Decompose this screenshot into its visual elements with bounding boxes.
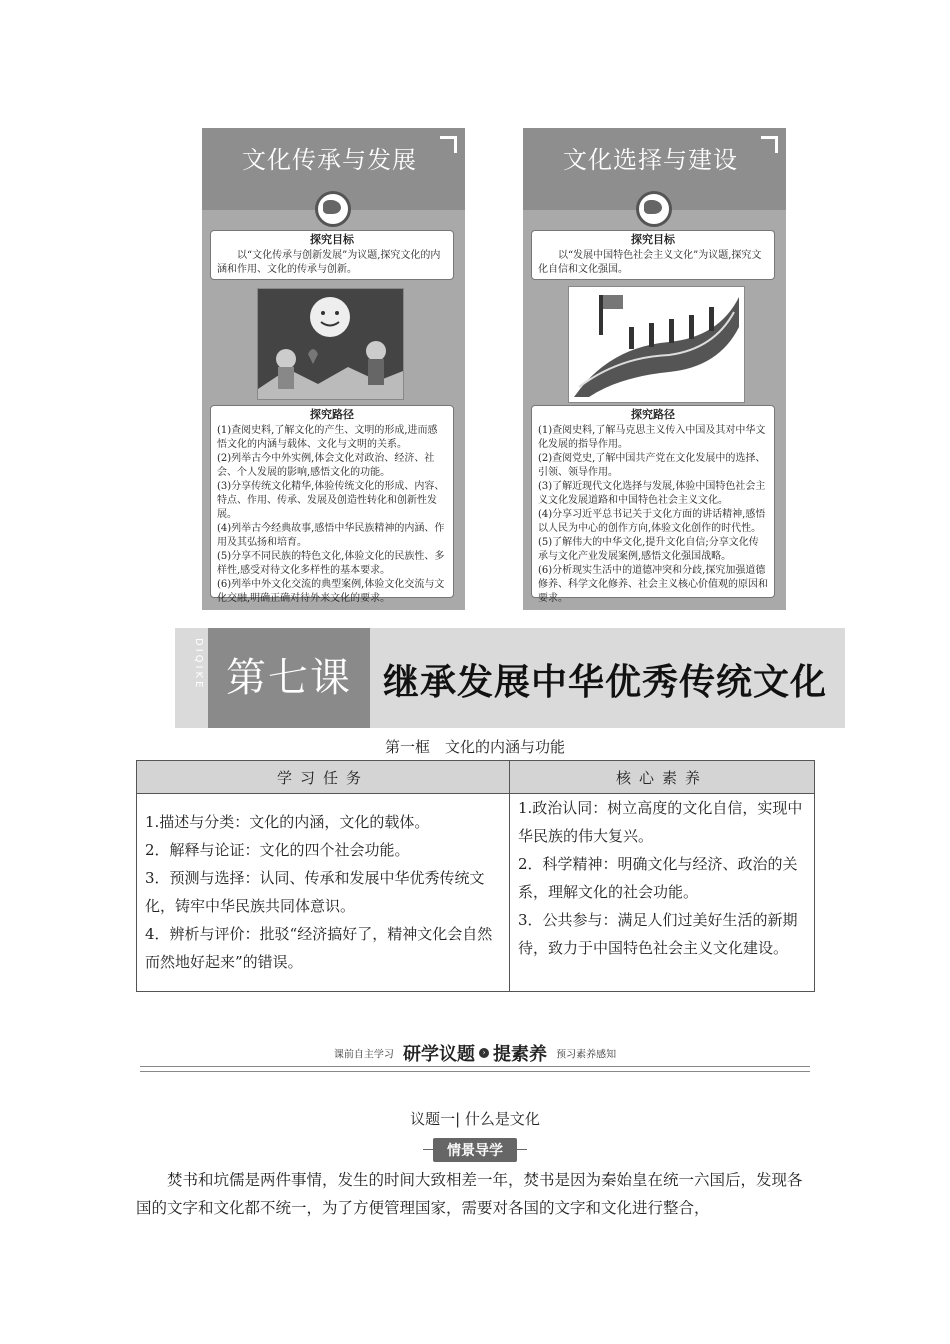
path-box	[531, 405, 775, 604]
tasks-cell	[137, 794, 510, 992]
path-item: (3)分享传统文化精华,体验传统文化的形成、内容、特点、作用、传承、发展及创造性转化和创新性发展。	[217, 481, 445, 520]
left-topic-card	[202, 128, 465, 610]
globe-icon	[636, 191, 672, 227]
section-subheading: 第一框 文化的内涵与功能	[384, 738, 565, 756]
goal-heading: 探究目标	[310, 233, 354, 246]
corner-mark-icon	[761, 136, 778, 153]
competency-item: 2．科学精神：明确文化与经济、政治的关系，理解文化的社会功能。	[518, 855, 798, 901]
moon-scene-image	[258, 289, 403, 399]
arrow-right-icon: ›	[479, 1048, 489, 1058]
goal-text: 以“文化传承与创新发展”为议题,探究文化的内涵和作用、文化的传承与创新。	[217, 250, 441, 275]
card-title: 文化选择与建设	[563, 146, 738, 174]
banner-vertical-text: DIQIKE	[193, 638, 204, 691]
task-item: 2．解释与论证：文化的四个社会功能。	[145, 841, 410, 859]
competencies-cell	[510, 794, 815, 992]
task-item: 1.描述与分类：文化的内涵，文化的载体。	[145, 813, 430, 831]
path-item: (6)分析现实生活中的道德冲突和分歧,探究加强道德修养、科学文化修养、社会主义核心价值观的原因和要求。	[538, 565, 768, 604]
topic-heading: 议题一| 什么是文化	[410, 1110, 540, 1128]
path-item: (1)查阅史料,了解马克思主义传入中国及其对中华文化发展的指导作用。	[538, 425, 766, 450]
path-item: (1)查阅史料,了解文化的产生、文明的形成,进而感悟文化的内涵与载体、文化与文明的关系。	[217, 425, 438, 450]
goal-heading: 探究目标	[631, 233, 675, 246]
path-item: (2)列举古今中外实例,体会文化对政治、经济、社会、个人发展的影响,感悟文化的功能。	[217, 453, 435, 478]
path-item: (4)分享习近平总书记关于文化方面的讲话精神,感悟以人民为中心的创作方向,体验文化创作的时代性。	[538, 509, 766, 534]
staircase-illustration	[568, 286, 745, 403]
competency-item: 1.政治认同：树立高度的文化自信，实现中华民族的伟大复兴。	[518, 799, 803, 845]
goal-text: 以“发展中国特色社会主义文化”为议题,探究文化自信和文化强国。	[538, 250, 762, 275]
right-topic-card	[523, 128, 786, 610]
path-item: (3)了解近现代文化选择与发展,体验中国特色社会主义文化发展道路和中国特色社会主义文化。	[538, 481, 766, 506]
section-bar-right-label: 预习素养感知	[556, 1049, 617, 1061]
section-bar-subtitle: 提素养	[493, 1044, 547, 1065]
path-item: (5)分享不同民族的特色文化,体验文化的民族性、多样性,感受对待文化多样性的基本要求。	[217, 551, 445, 576]
path-heading: 探究路径	[310, 408, 354, 421]
section-divider	[140, 1066, 810, 1072]
section-bar-left-label: 课前自主学习	[333, 1049, 394, 1061]
section-bar-title: 研学议题	[403, 1044, 475, 1065]
path-item: (4)列举古今经典故事,感悟中华民族精神的内涵、作用及其弘扬和培育。	[217, 523, 445, 548]
body-paragraph: 焚书和坑儒是两件事情，发生的时间大致相差一年，焚书是因为秦始皇在统一六国后，发现各国的文字和文化都不统一，为了方便管理国家，需要对各国的文字和文化进行整合，	[136, 1171, 803, 1217]
section-bar	[0, 1040, 950, 1066]
lesson-title: 继承发展中华优秀传统文化	[383, 662, 828, 703]
table-header-competencies: 核心素养	[510, 761, 815, 794]
globe-icon	[315, 191, 351, 227]
goal-box	[531, 230, 775, 280]
lesson-number: 第七课	[208, 628, 370, 728]
path-item: (2)查阅党史,了解中国共产党在文化发展中的选择、引领、领导作用。	[538, 453, 766, 478]
staircase-image	[569, 287, 744, 402]
scenario-tag: 情景导学	[433, 1138, 517, 1162]
path-heading: 探究路径	[631, 408, 675, 421]
lesson-banner	[175, 628, 845, 728]
path-item: (5)了解伟大的中华文化,提升文化自信;分享文化传承与文化产业发展案例,感悟文化强国战略。	[538, 537, 759, 562]
task-table	[136, 760, 815, 992]
competency-item: 3．公共参与：满足人们过美好生活的新期待，致力于中国特色社会主义文化建设。	[518, 911, 798, 957]
table-header-tasks: 学习任务	[137, 761, 510, 794]
moon-illustration	[257, 288, 404, 400]
card-title: 文化传承与发展	[242, 146, 417, 174]
path-item: (6)列举中外文化交流的典型案例,体验文化交流与文化交融,明确正确对待外来文化的要求。	[217, 579, 445, 604]
corner-mark-icon	[440, 136, 457, 153]
tag-wrap	[0, 1138, 950, 1162]
path-box	[210, 405, 454, 604]
goal-box	[210, 230, 454, 280]
task-item: 3．预测与选择：认同、传承和发展中华优秀传统文化，铸牢中华民族共同体意识。	[145, 869, 485, 915]
task-item: 4．辨析与评价：批驳“经济搞好了，精神文化会自然而然地好起来”的错误。	[145, 925, 493, 971]
